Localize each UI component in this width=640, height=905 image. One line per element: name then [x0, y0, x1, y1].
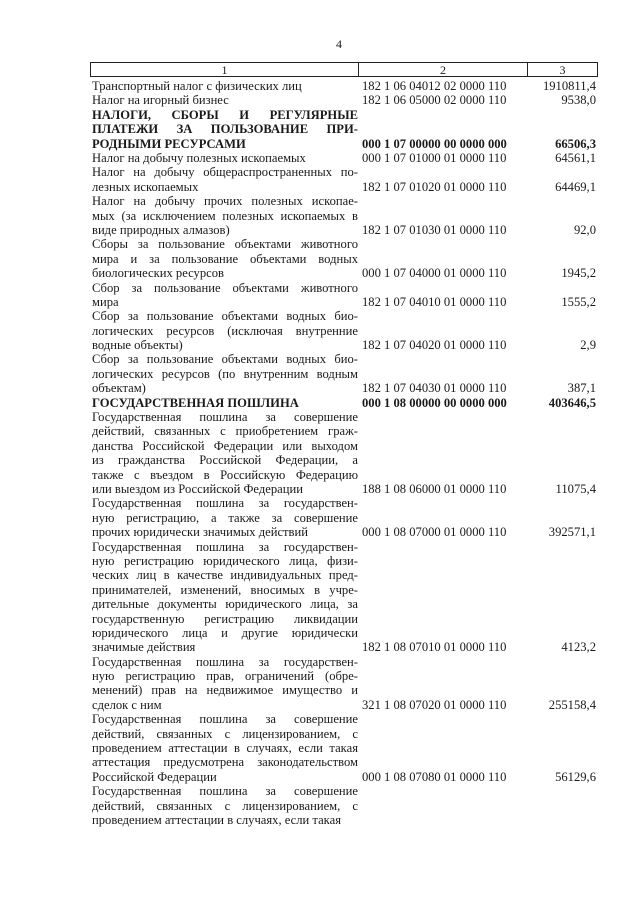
row-description [92, 309, 358, 352]
description-line: Налог на добычу прочих полезных ископае- [92, 194, 358, 209]
amount-value: 1910811,4 [542, 79, 596, 93]
table-row [92, 281, 598, 310]
description-line: Российской Федерации [92, 769, 217, 784]
amount-value: 92,0 [573, 222, 596, 237]
column-header-3: 3 [559, 63, 566, 77]
table-row [92, 194, 598, 237]
budget-code: 000 1 08 07080 01 0000 110 [362, 769, 507, 784]
table-row [92, 93, 598, 107]
description-line: водные объекты) [92, 338, 183, 353]
description-line: Государственная пошлина за совершение [92, 712, 358, 727]
amount-value: 66506,3 [555, 136, 596, 151]
table-row [92, 151, 598, 165]
description-line: государственную регистрацию ликвидации [92, 611, 358, 626]
description-line: Сборы за пользование объектами животного [92, 237, 358, 252]
budget-code: 182 1 08 07010 01 0000 110 [362, 640, 507, 655]
table-body [92, 79, 598, 827]
amount-value: 64561,1 [555, 150, 596, 165]
description-line: НАЛОГИ, СБОРЫ И РЕГУЛЯРНЫЕ [92, 107, 358, 122]
table-row [92, 540, 598, 655]
description-line: Государственная пошлина за государствен- [92, 539, 358, 554]
description-line: действий, связанных с лицензированием, с [92, 726, 358, 741]
budget-code: 321 1 08 07020 01 0000 110 [362, 697, 507, 712]
column-header-1: 1 [91, 63, 359, 76]
amount-value: 255158,4 [548, 697, 596, 712]
description-line: проведением аттестации в случаях, если такая [92, 741, 358, 756]
table-row [92, 396, 598, 410]
row-description [92, 165, 358, 194]
description-line: ГОСУДАРСТВЕННАЯ ПОШЛИНА [92, 395, 299, 410]
table-row [92, 410, 598, 496]
budget-code: 000 1 07 01000 01 0000 110 [362, 150, 507, 165]
amount-value: 403646,5 [548, 395, 596, 410]
row-description [92, 79, 358, 93]
page-number: 4 [336, 37, 342, 51]
description-line: лезных ископаемых [92, 179, 199, 194]
description-line: виде природных алмазов) [92, 222, 230, 237]
description-line: ную регистрацию, а также за совершение [92, 510, 358, 525]
description-line: ческих лиц в качестве индивидуальных пред- [92, 568, 358, 583]
description-line: данства Российской Федерации или выходом [92, 438, 358, 453]
amount-value: 9538,0 [561, 93, 596, 108]
row-description [92, 396, 358, 410]
description-line: проведением аттестации в случаях, если такая [92, 812, 341, 827]
description-line: Налог на добычу общераспространенных по- [92, 165, 358, 180]
description-line: юридического лица и другие юридически [92, 625, 358, 640]
description-line: менений) прав на недвижимое имущество и [92, 683, 358, 698]
description-line: мира и за пользование объектами водных [92, 251, 358, 266]
description-line: прочих юридически значимых действий [92, 525, 308, 540]
amount-value: 2,9 [580, 338, 596, 353]
budget-code: 188 1 08 06000 01 0000 110 [362, 481, 507, 496]
budget-code: 182 1 07 04030 01 0000 110 [362, 381, 507, 396]
row-description [92, 496, 358, 539]
description-line: ПЛАТЕЖИ ЗА ПОЛЬЗОВАНИЕ ПРИ- [92, 122, 358, 137]
description-line: Сбор за пользование объектами животного [92, 280, 358, 295]
amount-value: 1555,2 [561, 294, 596, 309]
row-description [92, 151, 358, 165]
table-row [92, 712, 598, 784]
table-row [92, 784, 598, 827]
amount-value: 56129,6 [555, 769, 596, 784]
description-line: или выездом из Российской Федерации [92, 482, 303, 496]
description-line: Налог на игорный бизнес [92, 93, 229, 108]
table-row [92, 165, 598, 194]
row-description [92, 237, 358, 280]
description-line: сделок с ним [92, 697, 162, 712]
amount-value: 4123,2 [561, 640, 596, 655]
amount-value: 387,1 [567, 381, 596, 396]
budget-code: 182 1 07 01020 01 0000 110 [362, 179, 507, 194]
description-line: Государственная пошлина за государствен- [92, 496, 358, 511]
description-line: биологических ресурсов [92, 266, 224, 281]
table-row [92, 655, 598, 713]
table-row [92, 309, 598, 352]
column-header-2: 2 [359, 63, 528, 76]
description-line: Государственная пошлина за совершение [92, 784, 358, 799]
row-description [92, 352, 358, 395]
description-line: Государственная пошлина за совершение [92, 410, 358, 425]
description-line: также с въездом в Российскую Федерацию [92, 467, 358, 482]
budget-code: 182 1 06 04012 02 0000 110 [362, 79, 507, 93]
budget-code: 182 1 07 04010 01 0000 110 [362, 294, 507, 309]
description-line: Транспортный налог с физических лиц [92, 79, 302, 94]
description-line: Сбор за пользование объектами водных био- [92, 309, 358, 324]
table-header [90, 62, 598, 77]
description-line: действий, связанных с приобретением граж- [92, 424, 358, 439]
description-line: объектам) [92, 381, 146, 396]
amount-value: 1945,2 [561, 266, 596, 281]
row-description [92, 410, 358, 496]
budget-code: 000 1 07 04000 01 0000 110 [362, 266, 507, 281]
row-description [92, 712, 358, 784]
row-description [92, 655, 358, 713]
description-line: ную регистрацию прав, ограничений (обре- [92, 669, 358, 684]
description-line: действий, связанных с лицензированием, с [92, 798, 358, 813]
budget-code: 000 1 08 07000 01 0000 110 [362, 525, 507, 540]
description-line: Налог на добычу полезных ископаемых [92, 151, 306, 165]
row-description [92, 540, 358, 655]
amount-value: 11075,4 [555, 481, 596, 496]
description-line: РОДНЫМИ РЕСУРСАМИ [92, 136, 246, 151]
budget-code: 182 1 06 05000 02 0000 110 [362, 93, 507, 108]
description-line: принимателей, изменений, вносимых в учре- [92, 582, 358, 597]
table-row [92, 108, 598, 151]
description-line: дительные документы юридического лица, за [92, 597, 358, 612]
row-description [92, 281, 358, 310]
table-row [92, 352, 598, 395]
description-line: логических ресурсов (по внутренним водным [92, 366, 358, 381]
description-line: мира [92, 294, 119, 309]
table-row [92, 237, 598, 280]
description-line: ную регистрацию юридического лица, физи- [92, 553, 358, 568]
row-description [92, 93, 358, 107]
budget-code: 182 1 07 01030 01 0000 110 [362, 222, 507, 237]
description-line: Сбор за пользование объектами водных био- [92, 352, 358, 367]
amount-value: 64469,1 [555, 179, 596, 194]
description-line: значимые действия [92, 640, 196, 655]
budget-code: 000 1 08 00000 00 0000 000 [362, 395, 507, 410]
amount-value: 392571,1 [548, 525, 596, 540]
table-row [92, 79, 598, 93]
description-line: аттестация предусмотрена законодательством [92, 755, 358, 770]
description-line: из гражданства Российской Федерации, а [92, 453, 358, 468]
budget-code: 000 1 07 00000 00 0000 000 [362, 136, 507, 151]
row-description [92, 784, 358, 827]
row-description [92, 108, 358, 151]
table-row [92, 496, 598, 539]
description-line: мых (за исключением полезных ископаемых в [92, 208, 358, 223]
description-line: логических ресурсов (исключая внутренние [92, 323, 358, 338]
budget-code: 182 1 07 04020 01 0000 110 [362, 338, 507, 353]
description-line: Государственная пошлина за государствен- [92, 654, 358, 669]
row-description [92, 194, 358, 237]
